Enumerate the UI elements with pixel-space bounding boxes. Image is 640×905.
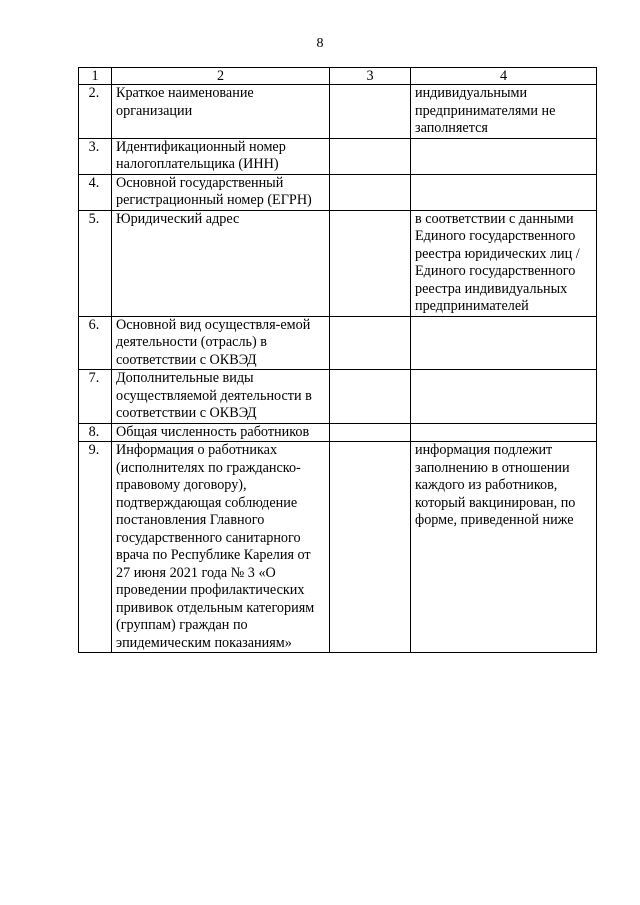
row-number <box>79 423 112 442</box>
row-field-name: Идентификационный номер налогоплательщика (ИНН) <box>112 138 330 174</box>
table-row <box>79 423 597 442</box>
page-number: 8 <box>316 36 324 51</box>
row-note <box>411 370 597 424</box>
row-number-text: 6. <box>88 316 100 333</box>
row-note: в соответствии с данными Единого государственного реестра юридических лиц /Единого государственного реестра индивидуальных предпринимателей <box>411 210 597 316</box>
row-number-text: 3. <box>88 138 100 155</box>
column-header-2: 2 <box>112 68 330 85</box>
row-note <box>411 423 597 442</box>
row-number <box>79 442 112 653</box>
row-number <box>79 85 112 139</box>
row-number <box>79 210 112 316</box>
table-row <box>79 442 597 653</box>
table-row <box>79 316 597 370</box>
table-row <box>79 85 597 139</box>
row-value-cell[interactable] <box>330 138 411 174</box>
row-note: информация подлежит заполнению в отношении каждого из работников, который вакцинирован, по форме, приведенной ниже <box>411 442 597 653</box>
row-value-cell[interactable] <box>330 316 411 370</box>
form-table <box>78 67 597 653</box>
row-field-name: Информация о работниках (исполнителях по гражданско-правовому договору), подтверждающая соблюдение постановления Главного государственного санитарного врача по Республике Карелия от 27 июня 2021 года № 3 «О проведении профилактических прививок отдельным категориям (группам) граждан по эпидемическим показаниям» <box>112 442 330 653</box>
row-number <box>79 174 112 210</box>
row-field-name: Дополнительные виды осуществляемой деятельности в соответствии с ОКВЭД <box>112 370 330 424</box>
row-number-text: 8. <box>88 423 100 440</box>
row-value-cell[interactable] <box>330 210 411 316</box>
row-value-cell[interactable] <box>330 423 411 442</box>
column-header-3: 3 <box>330 68 411 85</box>
column-header-4: 4 <box>411 68 597 85</box>
row-field-name: Общая численность работников <box>112 423 330 442</box>
row-value-cell[interactable] <box>330 442 411 653</box>
row-note: индивидуальными предпринимателями не заполняется <box>411 85 597 139</box>
row-number-text: 2. <box>88 85 100 101</box>
row-number-text: 5. <box>88 210 100 227</box>
table-row <box>79 138 597 174</box>
row-field-name: Основной государственный регистрационный номер (ЕГРН) <box>112 174 330 210</box>
row-number <box>79 138 112 174</box>
row-note <box>411 138 597 174</box>
row-value-cell[interactable] <box>330 370 411 424</box>
row-value-cell[interactable] <box>330 174 411 210</box>
row-note <box>411 316 597 370</box>
table-row <box>79 174 597 210</box>
column-header-1: 1 <box>79 68 112 85</box>
table-header-row <box>79 68 597 85</box>
table-row <box>79 370 597 424</box>
row-note <box>411 174 597 210</box>
row-value-cell[interactable] <box>330 85 411 139</box>
table-row <box>79 210 597 316</box>
row-number-text: 4. <box>88 174 100 191</box>
row-number <box>79 370 112 424</box>
row-field-name: Краткое наименование организации <box>112 85 330 139</box>
row-field-name: Основной вид осуществля-емой деятельности (отрасль) в соответствии с ОКВЭД <box>112 316 330 370</box>
row-number <box>79 316 112 370</box>
row-field-name: Юридический адрес <box>112 210 330 316</box>
row-number-text: 9. <box>88 442 100 458</box>
row-number-text: 7. <box>88 370 100 386</box>
